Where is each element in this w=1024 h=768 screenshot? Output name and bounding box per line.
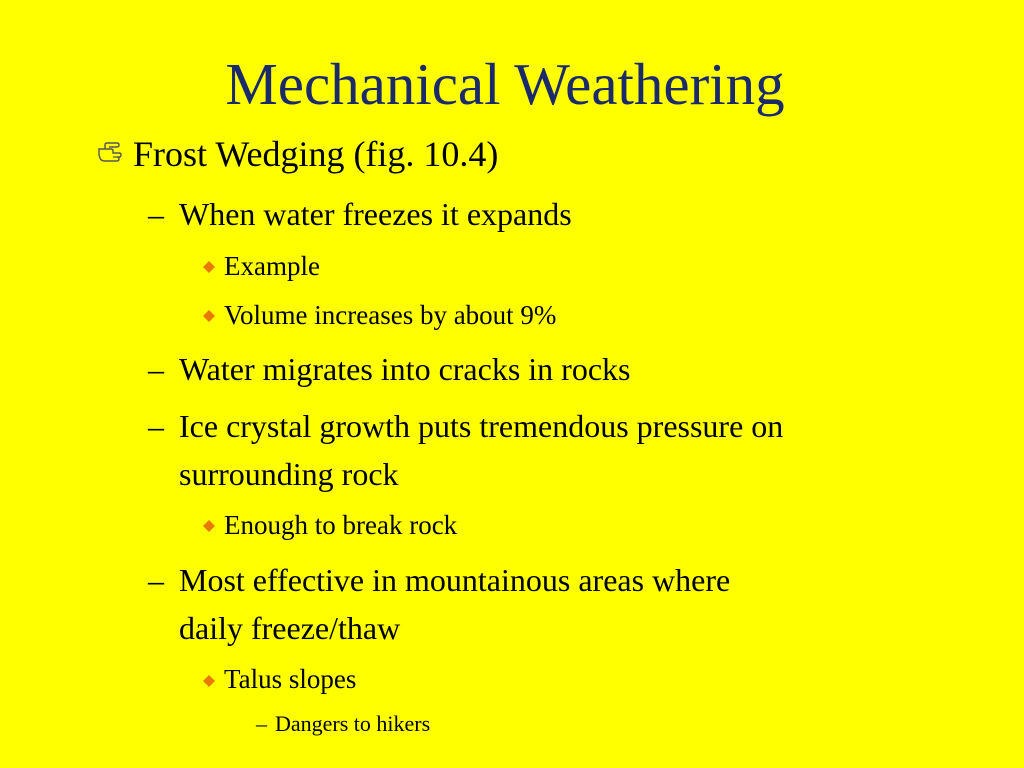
bullet-level3-example: Example (224, 251, 320, 281)
bullet-level1-frost-wedging: Frost Wedging (fig. 10.4) (133, 134, 499, 174)
bullet-level3-volume: Volume increases by about 9% (224, 300, 557, 330)
bullet-level2-most-effective: Most effective in mountainous areas where (179, 562, 731, 598)
dash-marker: – (148, 562, 164, 598)
diamond-icon (203, 675, 215, 687)
bullet-level2-ice-crystal-cont: surrounding rock (179, 456, 399, 492)
bullet-level2-ice-crystal: Ice crystal growth puts tremendous pressure on (179, 408, 784, 444)
dash-marker: – (256, 711, 267, 736)
slide-title: Mechanical Weathering (225, 51, 785, 117)
diamond-icon (203, 520, 215, 532)
dash-marker: – (148, 196, 164, 232)
bullet-level2-water-freezes: When water freezes it expands (179, 196, 572, 232)
bullet-level4-dangers: Dangers to hikers (275, 711, 431, 736)
bullet-level3-enough-to-break: Enough to break rock (224, 510, 458, 540)
bullet-level2-water-migrates: Water migrates into cracks in rocks (179, 351, 631, 387)
diamond-icon (203, 310, 215, 322)
diamond-icon (203, 261, 215, 273)
bullet-level2-most-effective-cont: daily freeze/thaw (179, 610, 401, 646)
bullet-level3-talus-slopes: Talus slopes (224, 664, 357, 694)
dash-marker: – (148, 408, 164, 444)
dash-marker: – (148, 351, 164, 387)
pointing-hand-icon (97, 141, 125, 163)
